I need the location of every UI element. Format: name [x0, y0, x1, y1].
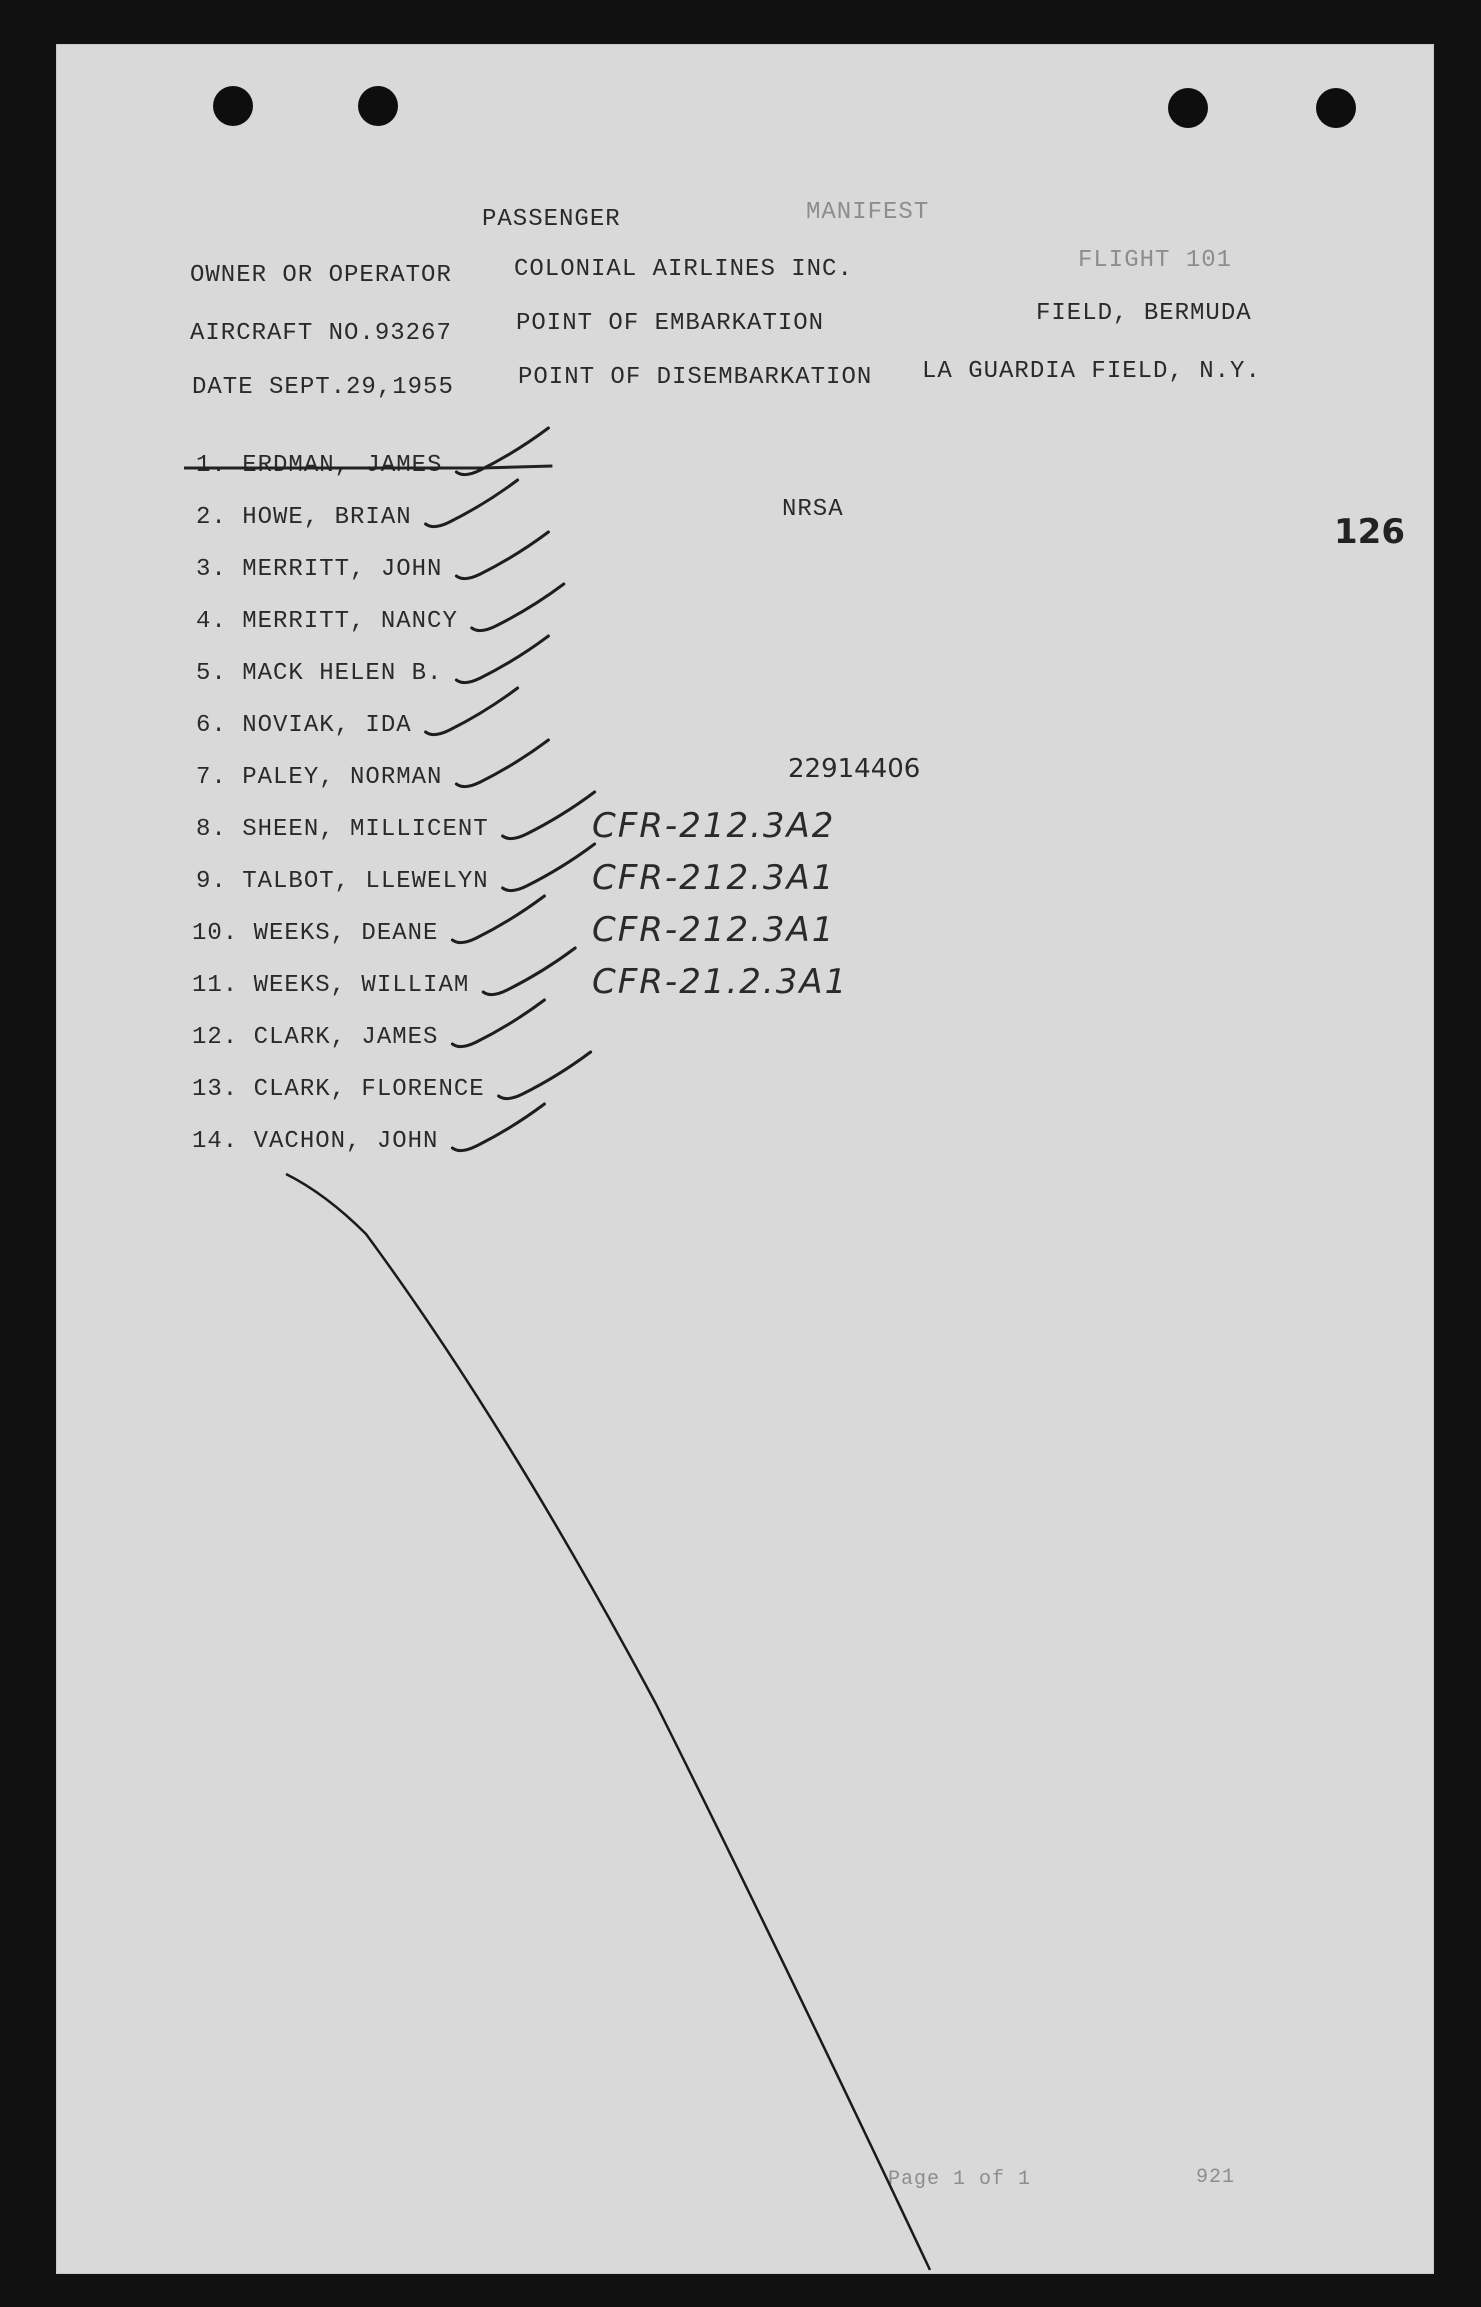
check-mark	[456, 740, 548, 787]
passenger-row: 11. WEEKS, WILLIAM	[192, 972, 470, 999]
check-mark	[426, 688, 518, 735]
embarkation-value: FIELD, BERMUDA	[1036, 300, 1252, 327]
check-mark	[483, 948, 575, 995]
handwritten-note: CFR-212.3A1	[592, 910, 836, 950]
passenger-row: 1. ERDMAN, JAMES	[196, 452, 443, 479]
passenger-row: 6. NOVIAK, IDA	[196, 712, 412, 739]
date-label: DATE SEPT.29,1955	[192, 374, 454, 401]
passenger-row: 5. MACK HELEN B.	[196, 660, 443, 687]
title-manifest: MANIFEST	[806, 199, 930, 226]
handwritten-note: CFR-212.3A2	[592, 806, 836, 846]
title-passenger: PASSENGER	[482, 206, 621, 233]
check-mark	[472, 584, 564, 631]
passenger-row: 9. TALBOT, LLEWELYN	[196, 868, 489, 895]
passenger-row: 4. MERRITT, NANCY	[196, 608, 458, 635]
check-mark	[456, 532, 548, 579]
disembarkation-value: LA GUARDIA FIELD, N.Y.	[922, 358, 1261, 385]
check-mark	[452, 1000, 544, 1047]
handwritten-note: CFR-21.2.3A1	[592, 962, 849, 1002]
strike-line	[184, 466, 552, 468]
page-number: 126	[1334, 512, 1405, 552]
passenger-row: 7. PALEY, NORMAN	[196, 764, 443, 791]
handwritten-note: CFR-212.3A1	[592, 858, 836, 898]
pen-marks	[56, 44, 1434, 2274]
check-mark	[452, 896, 544, 943]
embarkation-label: POINT OF EMBARKATION	[516, 310, 825, 337]
manifest-page	[56, 44, 1434, 2274]
flight-number: FLIGHT 101	[1078, 247, 1233, 274]
handwritten-note: 22914406	[788, 754, 921, 784]
owner-value: COLONIAL AIRLINES INC.	[514, 256, 853, 283]
passenger-row: 10. WEEKS, DEANE	[192, 920, 439, 947]
passenger-row: 13. CLARK, FLORENCE	[192, 1076, 485, 1103]
passenger-row: 8. SHEEN, MILLICENT	[196, 816, 489, 843]
footer-page-count: Page 1 of 1	[888, 2168, 1032, 2191]
aircraft-label: AIRCRAFT NO.93267	[190, 320, 452, 347]
passenger-row: 2. HOWE, BRIAN	[196, 504, 412, 531]
check-mark	[503, 792, 595, 839]
diagonal-line	[286, 1174, 930, 2270]
passenger-row: 12. CLARK, JAMES	[192, 1024, 439, 1051]
footer-code: 921	[1196, 2166, 1236, 2189]
disembarkation-label: POINT OF DISEMBARKATION	[518, 364, 873, 391]
passenger-row: 3. MERRITT, JOHN	[196, 556, 443, 583]
check-mark	[456, 636, 548, 683]
nrsa-note: NRSA	[782, 496, 844, 523]
passenger-row: 14. VACHON, JOHN	[192, 1128, 439, 1155]
check-mark	[499, 1052, 591, 1099]
check-mark	[503, 844, 595, 891]
owner-label: OWNER OR OPERATOR	[190, 262, 452, 289]
check-mark	[426, 480, 518, 527]
check-mark	[452, 1104, 544, 1151]
